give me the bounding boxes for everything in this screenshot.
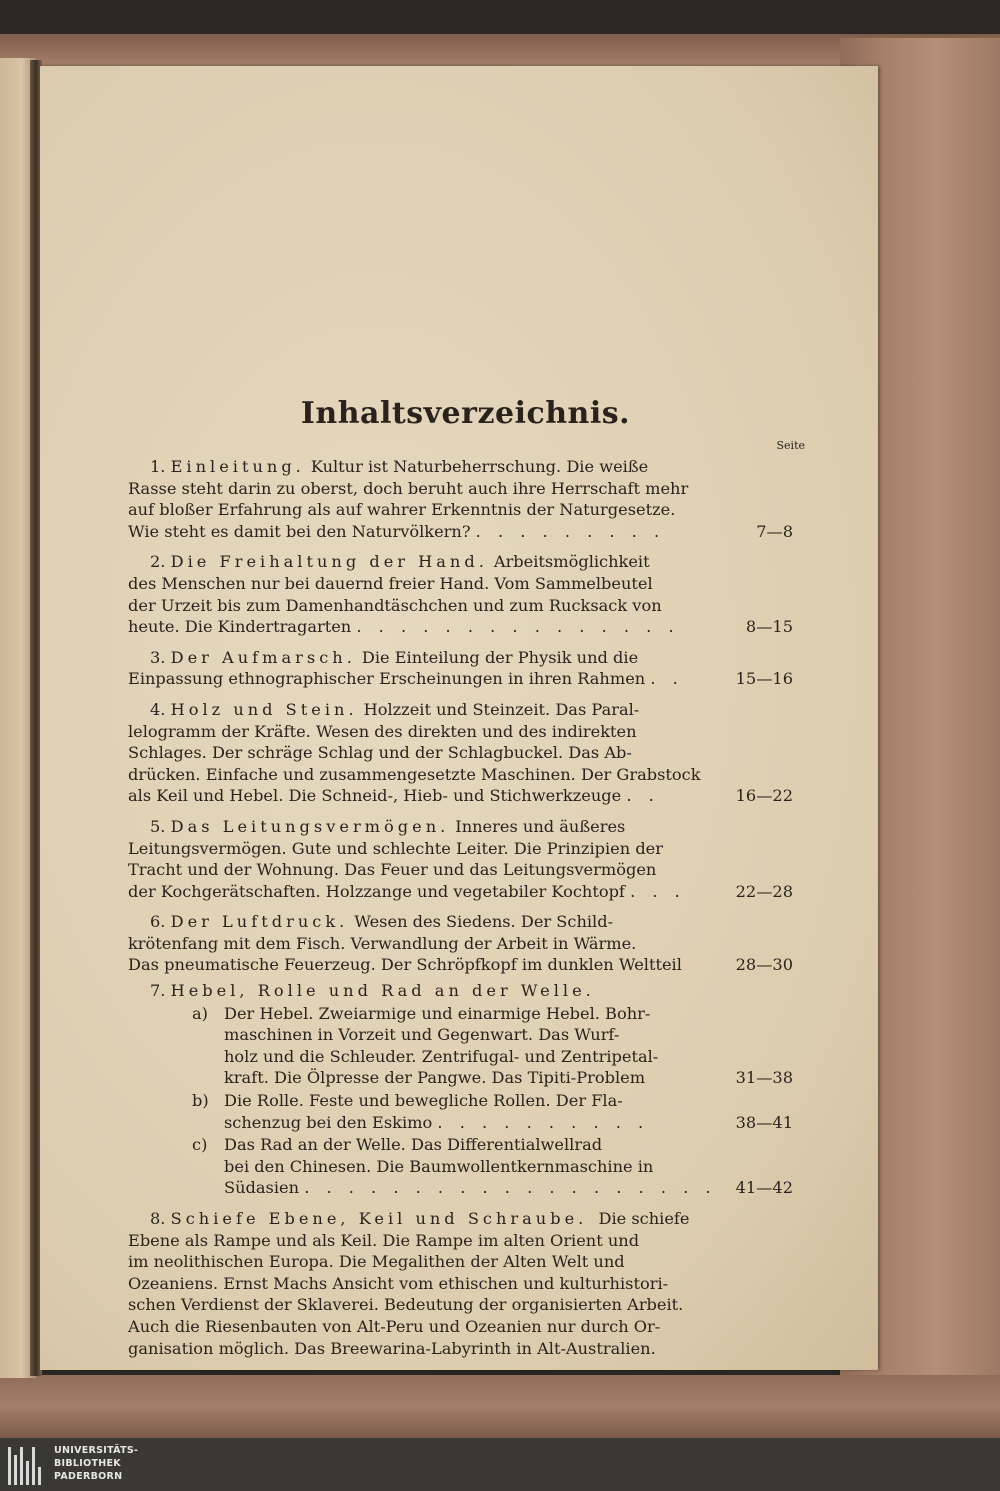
entry-text-line: der Kochgerätschaften. Holzzange und vegetabiler Kochtopf [128,881,625,901]
page-range: 8—15 [745,617,793,637]
entry-text-line: schen Verdienst der Sklaverei. Bedeutung der organisierten Arbeit. [128,1295,684,1315]
page-title: Inhaltsverzeichnis. [300,396,631,431]
entry-text-line: Einpassung ethnographischer Erscheinungen in ihren Rahmen [128,669,646,689]
entry-text-line: Schlages. Der schräge Schlag und der Schlagbuckel. Das Ab- [128,743,632,763]
entry-text-line: bei den Chinesen. Die Baumwollentkernmaschine in [224,1156,654,1176]
entry-text-line: Rasse steht darin zu oberst, doch beruht auch ihre Herrschaft mehr [128,478,689,498]
entry-text-line: Der Hebel. Zweiarmige und einarmige Hebel. Bohr- [224,1003,651,1023]
entry-text-line: schenzug bei den Eskimo [224,1112,433,1132]
leader-dots: . . . [630,881,686,901]
entry-first-line [128,647,793,669]
entry-text-line: auf bloßer Erfahrung als auf wahrer Erkenntnis der Naturgesetze. [128,500,676,520]
entry-last-text [128,521,750,543]
library-name-line: BIBLIOTHEK [54,1458,121,1469]
page-range: 22—28 [735,881,793,901]
entry-last-text [128,785,730,807]
entry-text-line: drücken. Einfache und zusammengesetzte Maschinen. Der Grabstock [128,764,701,784]
entry-text-line: Wie steht es damit bei den Naturvölkern? [128,521,471,541]
entry-first-line [128,911,793,933]
leader-dots: . . [626,786,660,806]
entry-text-line: kraft. Die Ölpresse der Pangwe. Das Tipiti-Problem [224,1068,646,1088]
entry-text-line: Tracht und der Wohnung. Das Feuer und das Leitungsvermögen [128,860,657,880]
entry-text-line: Kultur ist Naturbeherrschung. Die weiße [310,457,649,476]
entry-text-line: im neolithischen Europa. Die Megalithen der Alten Welt und [128,1252,625,1272]
entry-first-line [128,699,793,721]
entry-last-line [128,668,793,690]
entry-number: 5. [150,816,166,836]
entry-last-line [224,1177,793,1199]
leader-dots: . . . . . . . . . [475,521,666,541]
subentry-label: c) [192,1135,208,1155]
leader-dots: . . . . . . . . . . . . . . . [356,617,680,637]
library-name-line: PADERBORN [54,1471,123,1482]
page-range: 7—8 [756,521,793,541]
entry-last-line [128,881,793,903]
page-range: 31—38 [735,1068,793,1088]
page-range: 28—30 [735,955,793,975]
entry-heading: Die Freihaltung der Hand. [170,552,488,572]
entry-heading: Der Aufmarsch. [170,647,356,667]
entry-number: 1. [150,457,166,476]
entry-heading: Der Luftdruck. [170,912,349,932]
entry-text-line: Ozeaniens. Ernst Machs Ansicht vom ethischen und kulturhistori- [128,1273,669,1293]
entry-text-line: Ebene als Rampe und als Keil. Die Rampe im alten Orient und [128,1230,640,1250]
toc-subentry [192,1003,793,1089]
entry-number: 2. [150,552,166,572]
entry-text-line: des Menschen nur bei dauernd freier Hand. Vom Sammelbeutel [128,573,653,593]
entry-heading: Hebel, Rolle und Rad an der Welle. [170,981,595,1001]
entry-text-line: Auch die Riesenbauten von Alt-Peru und Ozeanien nur durch Or- [128,1316,661,1336]
entry-text-line: Wesen des Siedens. Der Schild- [354,912,614,932]
toc-subentries [128,1003,793,1199]
entry-text-line: ganisation möglich. Das Breewarina-Labyrinth in Alt-Australien. [128,1338,656,1358]
subentry-label: b) [192,1091,209,1111]
toc-subentry [192,1090,793,1133]
leader-dots: . . [650,669,684,689]
subentry-label: a) [192,1003,208,1023]
library-name [54,1444,138,1483]
toc-subentry [192,1134,793,1199]
entry-last-text [128,616,740,638]
page-range: 16—22 [735,786,793,806]
entry-first-line [128,551,793,573]
book-page [40,66,878,1370]
toc-entry-4 [128,699,793,807]
book-cover-bottom [0,1375,1000,1438]
toc-entry-8 [128,1208,793,1359]
toc-entry-2 [128,551,793,637]
page-range: 41—42 [735,1178,793,1198]
page-range: 38—41 [735,1112,793,1132]
leader-dots: . . . . . . . . . . [437,1112,650,1132]
toc-entry-7 [128,980,793,1199]
library-logo-icon [8,1445,48,1485]
entry-last-line [224,1112,793,1134]
table-of-contents [128,396,805,1359]
entry-number: 7. [150,981,166,1001]
entry-text-line: heute. Die Kindertragarten [128,617,352,637]
entry-last-text [224,1177,730,1199]
entry-text-line: holz und die Schleuder. Zentrifugal- und Zentripetal- [224,1046,659,1066]
entry-heading: Schiefe Ebene, Keil und Schraube. [170,1209,588,1228]
page-range: 15—16 [735,669,793,689]
toc-entry-5 [128,816,793,902]
leader-dots: . . . . . . . . . . . . . . . . . . . [304,1178,717,1198]
entry-heading: Das Leitungsvermögen. [170,816,450,836]
entry-number: 3. [150,647,166,667]
library-name-line: UNIVERSITÄTS- [54,1445,139,1456]
page-column-label: Seite [776,439,805,452]
entry-last-line [224,1067,793,1089]
toc-entry-6 [128,911,793,976]
entry-last-text [128,954,730,976]
library-footer [0,1438,1000,1491]
entry-number: 4. [150,699,166,719]
entry-last-text [224,1067,730,1089]
entry-text-line: krötenfang mit dem Fisch. Verwandlung der Arbeit in Wärme. [128,933,637,953]
entry-text-line: Die Einteilung der Physik und die [361,647,639,667]
entry-first-line [128,456,793,478]
entry-first-line [128,816,793,838]
entry-last-text [128,668,730,690]
toc-entries [128,456,793,976]
entry-last-text [224,1112,730,1134]
toc-entry-1 [128,456,793,542]
entry-text-line: lelogramm der Kräfte. Wesen des direkten und des indirekten [128,721,637,741]
entry-text-line: der Urzeit bis zum Damenhandtäschchen und zum Rucksack von [128,595,662,615]
entry-text-line: Die schiefe [598,1209,690,1228]
entry-text-line: Südasien [224,1178,300,1198]
entry-text-line: Leitungsvermögen. Gute und schlechte Leiter. Die Prinzipien der [128,838,664,858]
entry-last-line [128,521,793,543]
entry-text-line: als Keil und Hebel. Die Schneid-, Hieb- und Stichwerkzeuge [128,786,622,806]
entry-text-line: Das Rad an der Welle. Das Differentialwellrad [224,1135,603,1155]
entry-text-line: Inneres und äußeres [455,816,626,836]
entry-text-line: maschinen in Vorzeit und Gegenwart. Das Wurf- [224,1025,620,1045]
entry-text-line: Die Rolle. Feste und bewegliche Rollen. Der Fla- [224,1091,623,1111]
toc-entry-3 [128,647,793,690]
entry-last-text [128,881,730,903]
entry-last-line [128,616,793,638]
entry-number: 8. [150,1209,166,1228]
entry-text-line: Das pneumatische Feuerzeug. Der Schröpfkopf im dunklen Weltteil [128,955,682,975]
entry-last-line [128,954,793,976]
entry-number: 6. [150,912,166,932]
entry-text-line: Holzzeit und Steinzeit. Das Paral- [363,699,640,719]
entry-heading: Einleitung. [170,457,305,476]
entry-text-line: Arbeitsmöglichkeit [493,552,650,572]
entry-heading: Holz und Stein. [170,699,358,719]
entry-last-line [128,785,793,807]
